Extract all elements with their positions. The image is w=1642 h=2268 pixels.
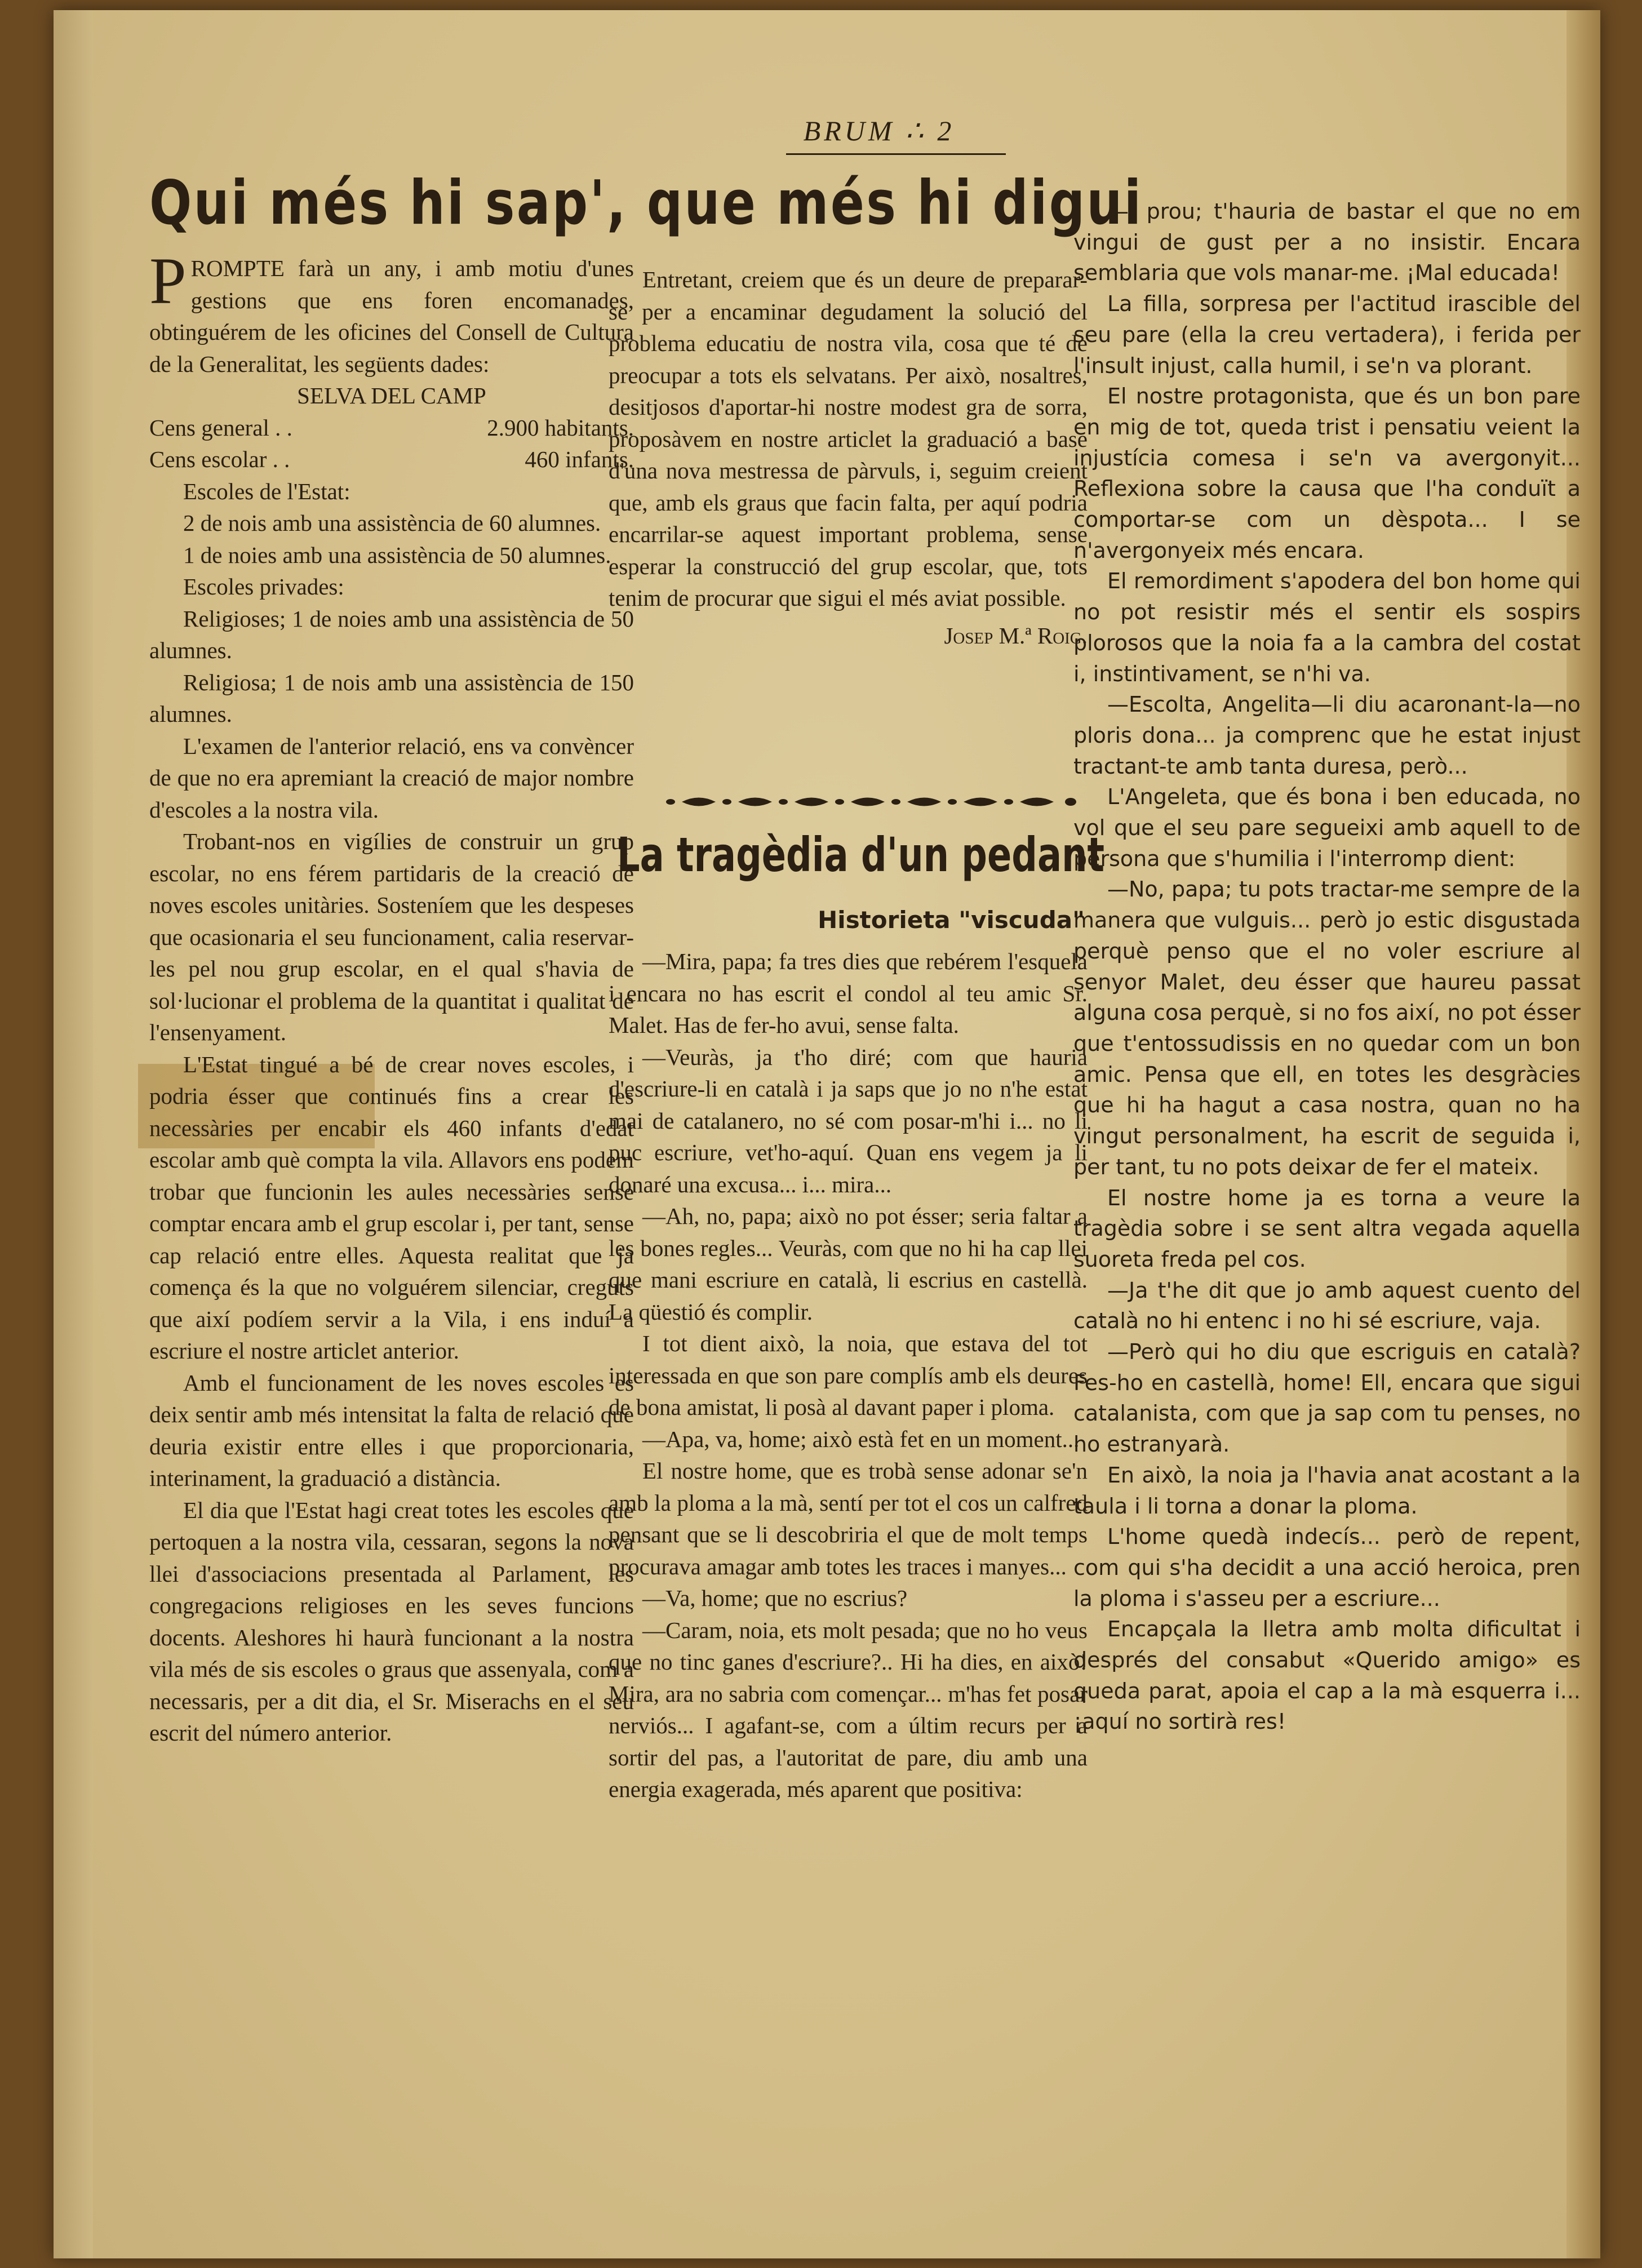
article1-paragraph: Trobant-nos en vigílies de construir un grup escolar, no ens férem partidaris de la creació de noves escoles unitàries. Sosteníem que les despeses que ocasionaria el seu funcionament, calia reservar-les pel nou grup escolar, en el qual s'havia de sol·lucionar el problema de la quantitat i qualitat de l'ensenyament. bbox=[149, 828, 634, 1045]
article1-intro bbox=[149, 244, 634, 380]
article2-paragraph: —Però qui ho diu que escriguis en català? Fes-ho en castellà, home! Ell, encara que sigui catalanista, com que ja sap com tu penses, no ho estranyarà. bbox=[1073, 1339, 1581, 1457]
article2-paragraph: —Va, home; que no escrius? bbox=[642, 1585, 908, 1611]
census-school-value: 460 infants. bbox=[525, 446, 634, 472]
private-schools-heading: Escoles privades: bbox=[183, 574, 344, 600]
article1-title: Qui més hi sap', que més hi digui bbox=[149, 168, 1143, 238]
census-school-label: Cens escolar . . bbox=[149, 446, 290, 472]
article2-paragraph: —Apa, va, home; això està fet en un moment... bbox=[642, 1426, 1080, 1452]
article2-paragraph: El nostre protagonista, que és un bon pare en mig de tot, queda trist i pensatiu veient la injustícia comesa i se'n va avergonyit... Reflexiona sobre la causa que l'ha conduït a comportar-se com un dèspota... I se n'avergonyeix més encara. bbox=[1073, 384, 1581, 563]
article1-column-2 bbox=[609, 264, 1088, 651]
article2-subtitle: Historieta "viscuda" bbox=[818, 906, 1085, 934]
state-schools-heading: Escoles de l'Estat: bbox=[183, 478, 350, 504]
census-school-row bbox=[149, 443, 634, 476]
article2-paragraph: —I prou; t'hauria de bastar el que no em vingui de gust per a no insistir. Encara semblaria que vols manar-me. ¡Mal educada! bbox=[1073, 199, 1581, 286]
article2-paragraph: En això, la noia ja l'havia anat acostant a la taula i li torna a donar la ploma. bbox=[1073, 1462, 1581, 1519]
private-schools-boys: Religiosa; 1 de nois amb una assistència de 150 alumnes. bbox=[149, 669, 634, 727]
newspaper-page bbox=[54, 10, 1600, 2258]
article2-paragraph: —Mira, papa; fa tres dies que rebérem l'esquela i encara no has escrit el condol al teu amic Sr. Malet. Has de fer-ho avui, sense falta. bbox=[609, 948, 1088, 1038]
article1-paragraph: Amb el funcionament de les noves escoles es deix sentir amb més intensitat la falta de relació que deuria existir entre elles i que proporcionaria, interinament, la graduació a distància. bbox=[149, 1369, 634, 1491]
census-place: SELVA DEL CAMP bbox=[297, 383, 486, 409]
article2-paragraph: Encapçala la lletra amb molta dificultat i després del consabut «Querido amigo» es queda parat, apoia el cap a la mà esquerra i... ¡aquí no sortirà res! bbox=[1073, 1617, 1581, 1734]
article2-paragraph: —Veuràs, ja t'ho diré; com que hauria d'escriure-li en català i ja saps que jo no n'he estat mai de catalanero, no sé com posar-m'hi i... no li puc escriure, vet'ho-aquí. Quan ens vegem ja li donaré una excusa... i... mira... bbox=[609, 1044, 1088, 1197]
article2-column-2 bbox=[1073, 196, 1581, 1737]
article1-signature: Josep M.ª Roig. bbox=[944, 622, 1088, 649]
article2-paragraph: L'Angeleta, que és bona i ben educada, no vol que el seu pare segueixi amb aquell to de persona que s'humilia i l'interromp dient: bbox=[1073, 784, 1581, 871]
article2-paragraph: —Ja t'he dit que jo amb aquest cuento del català no hi entenc i no hi sé escriure, vaja. bbox=[1073, 1277, 1581, 1334]
article2-paragraph: —Caram, noia, ets molt pesada; que no ho veus que no tinc ganes d'escriure?.. Hi ha dies, en això! Mira, ara no sabria com començar... m'has fet posar nerviós... I agafant-se, com a últim recurs per a sortir del pas, a l'autoritat de pare, diu amb una energia exagerada, més aparent que positiva: bbox=[609, 1617, 1088, 1802]
article2-paragraph: El nostre home ja es torna a veure la tragèdia sobre i se sent altra vegada aquella suoreta freda pel cos. bbox=[1073, 1185, 1581, 1272]
page-gutter bbox=[54, 10, 93, 2258]
ornament-divider bbox=[659, 791, 1088, 813]
article2-paragraph: I tot dient això, la noia, que estava del tot interessada en que son pare complís amb els deures de bona amistat, li posà al davant paper i ploma. bbox=[609, 1330, 1088, 1420]
article1-paragraph: El dia que l'Estat hagi creat totes les escoles que pertoquen a la nostra vila, cessaran, segons la nova llei d'associacions presentada al Parlament, les congregacions religioses en les seves funcions docents. Aleshores hi haurà funcionant a la nostra vila més de sis escoles o graus que assenyala, com a necessaris, per a dit dia, el Sr. Miserachs en el seu escrit del número anterior. bbox=[149, 1497, 634, 1746]
article2-title: La tragèdia d'un pedant bbox=[617, 827, 1105, 882]
census-general-row bbox=[149, 412, 634, 444]
header-underline bbox=[786, 153, 1006, 155]
article1-paragraph: L'Estat tingué a bé de crear noves escoles, i podria ésser que continués fins a crear les necessàries per encabir els 460 infants d'edat escolar amb què compta la vila. Allavors ens podem trobar que funcionin les aules necessàries sense comptar encara amb el grup escolar i, per tant, sense cap relació entre elles. Aquesta realitat que ja comença és la que no volguérem silenciar, creguts que així podíem servir a la Vila, i ens induí a escriure el nostre articlet anterior. bbox=[149, 1051, 634, 1364]
census-general-label: Cens general . . bbox=[149, 414, 292, 441]
header-label: BRUM ∴ 2 bbox=[803, 115, 955, 147]
article2-paragraph: El nostre home, que es trobà sense adonar se'n amb la ploma a la mà, sentí per tot el cos un calfred pensant que se li descobriria el que de molt temps procurava amagar amb totes les traces i manyes... bbox=[609, 1458, 1088, 1579]
article1-column-1 bbox=[149, 244, 634, 1749]
article2-paragraph: —No, papa; tu pots tractar-me sempre de la manera que vulguis... però jo estic disgustada perquè penso que el no voler escriure al senyor Malet, deu ésser que haureu passat alguna cosa perquè, si no fos així, no pot ésser que t'entossudissis en no quedar com un bon amic. Pensa que ell, en totes les desgràcies que hi ha hagut a casa nostra, quan no ha vingut personalment, ha escrit de seguida i, per tant, tu no pots deixar de fer el mateix. bbox=[1073, 877, 1581, 1179]
state-schools-girls: 1 de noies amb una assistència de 50 alumnes. bbox=[183, 542, 611, 568]
article2-paragraph: El remordiment s'apodera del bon home qui no pot resistir més el sentir els sospirs plorosos que la noia fa a la cambra del costat i, instintivament, se n'hi va. bbox=[1073, 569, 1581, 686]
article1-intro-text: ROMPTE farà un any, i amb motiu d'unes gestions que ens foren encomanades, obtinguérem de les oficines del Consell de Cultura de la Generalitat, les següents dades: bbox=[149, 255, 634, 377]
private-schools-girls: Religioses; 1 de noies amb una assistència de 50 alumnes. bbox=[149, 605, 634, 663]
drop-cap: P bbox=[149, 244, 187, 318]
article1-paragraph: Entretant, creiem que és un deure de preparar-se per a encaminar degudament la solució del problema educatiu de nostra vila, cosa que té de preocupar a tots els selvatans. Per això, nosaltres, desitjosos d'aportar-hi nostre modest gra de sorra, proposàvem en nostre articlet la graduació a base d'una nova mestressa de pàrvuls, i, seguim creient que, amb els graus que facin falta, per aquí podria encarrilar-se aquest important problema, sense esperar la construcció del grup escolar, que, tots tenim de procurar que sigui el més aviat possible. bbox=[609, 267, 1088, 611]
article2-paragraph: —Escolta, Angelita—li diu acaronant-la—no ploris dona... ja comprenc que he estat injust tractant-te amb tanta duresa, però... bbox=[1073, 692, 1581, 779]
article2-column-1 bbox=[609, 946, 1088, 1805]
article2-paragraph: L'home quedà indecís... però de repent, com qui s'ha decidit a una acció heroica, pren la ploma i s'asseu per a escriure... bbox=[1073, 1524, 1581, 1611]
article2-paragraph: —Ah, no, papa; això no pot ésser; seria faltar a les bones regles... Veuràs, com que no hi ha cap llei que mani escriure en català, li escrius en castellà. La qüestió és complir. bbox=[609, 1203, 1088, 1325]
article1-paragraph: L'examen de l'anterior relació, ens va convèncer de que no era apremiant la creació de major nombre d'escoles a la nostra vila. bbox=[149, 733, 634, 823]
article2-paragraph: La filla, sorpresa per l'actitud irascible del seu pare (ella la creu vertadera), i ferida per l'insult injust, calla humil, i se'n va plorant. bbox=[1073, 291, 1581, 378]
census-general-value: 2.900 habitants. bbox=[487, 414, 634, 441]
page-header bbox=[747, 114, 1011, 159]
state-schools-boys: 2 de nois amb una assistència de 60 alumnes. bbox=[183, 510, 601, 536]
